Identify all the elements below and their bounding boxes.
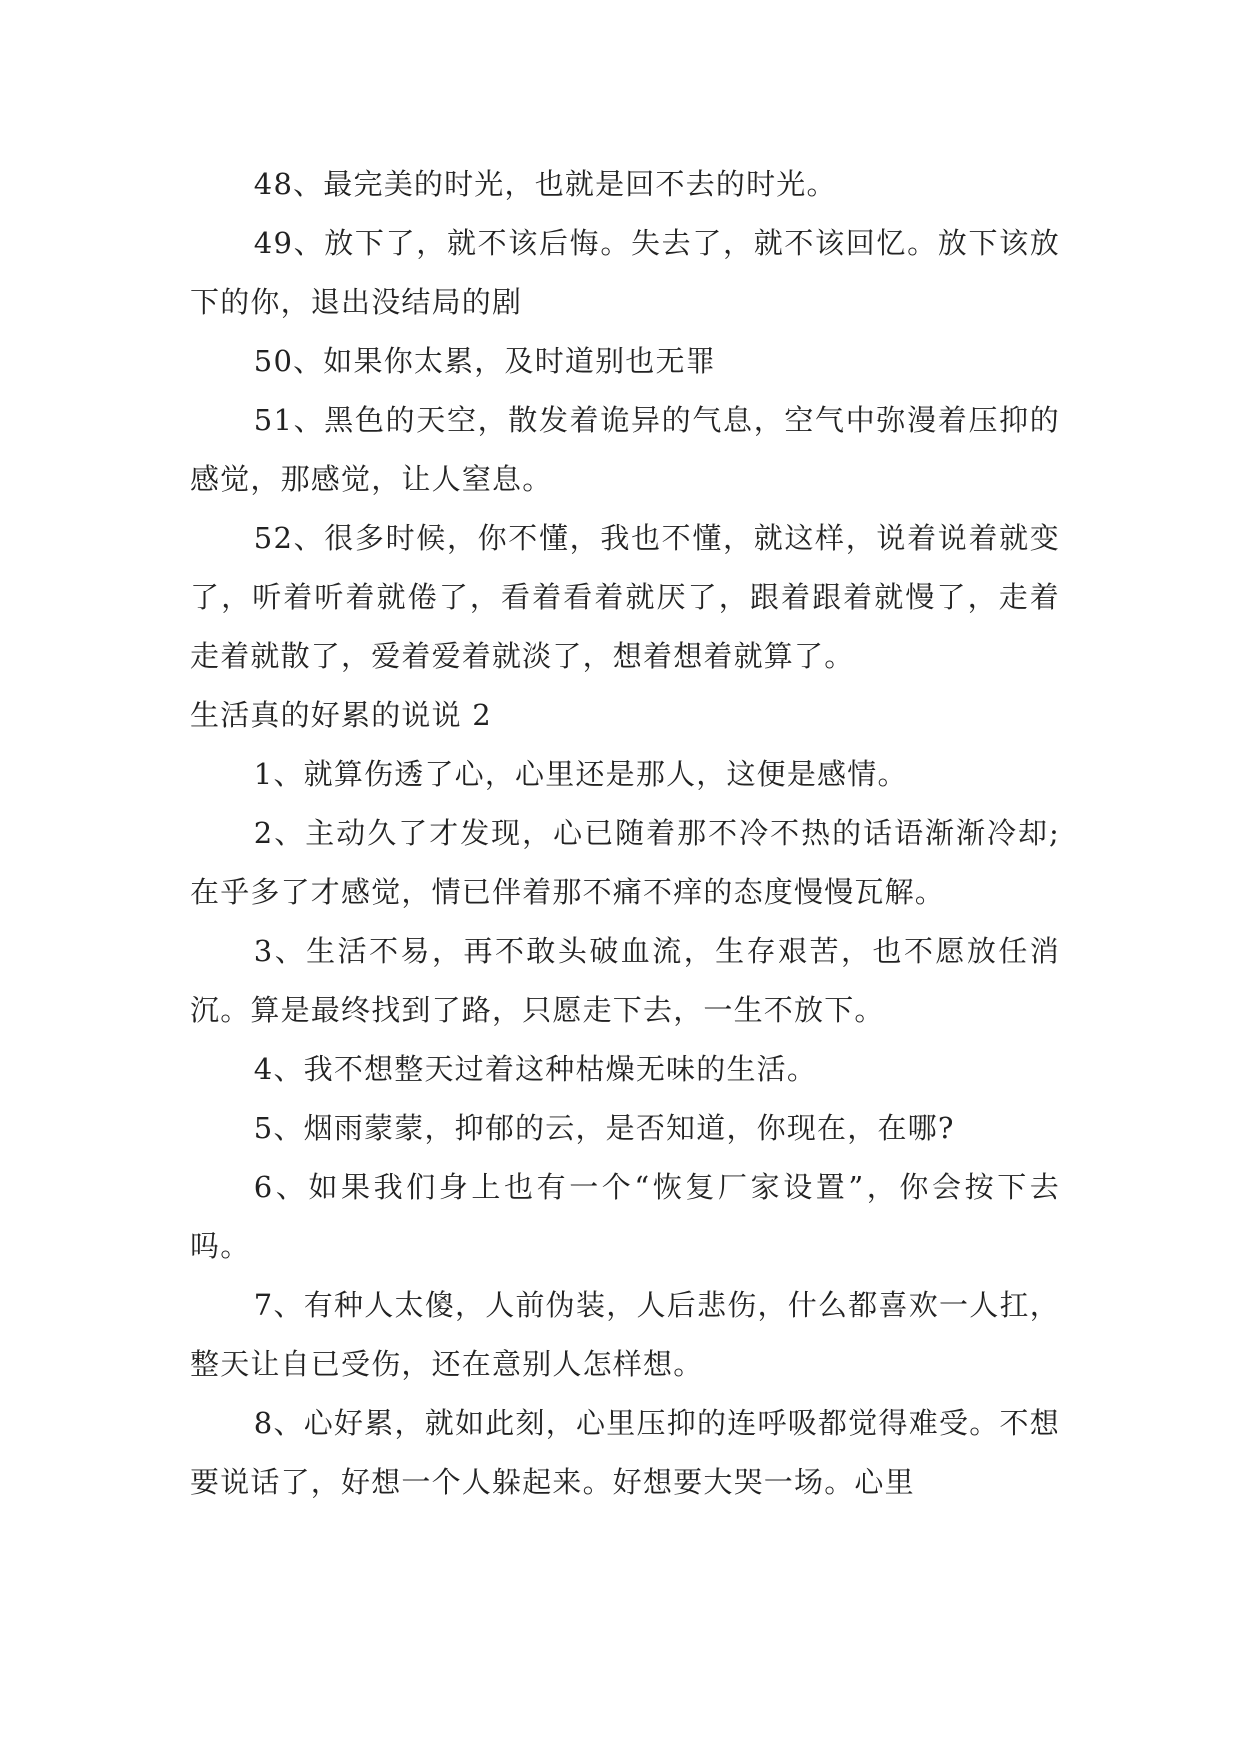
paragraph-50: 50、如果你太累，及时道别也无罪 [253, 344, 716, 378]
paragraph-6: 6、如果我们身上也有一个“恢复厂家设置”，你会按下去吗。 [190, 1170, 1060, 1263]
paragraph-49: 49、放下了，就不该后悔。失去了，就不该回忆。放下该放下的你，退出没结局的剧 [190, 226, 1060, 319]
paragraph-1: 1、就算伤透了心，心里还是那人，这便是感情。 [253, 757, 908, 791]
paragraph-51: 51、黑色的天空，散发着诡异的气息，空气中弥漫着压抑的感觉，那感觉，让人窒息。 [190, 403, 1060, 496]
paragraph-52: 52、很多时候，你不懂，我也不懂，就这样，说着说着就变了，听着听着就倦了，看着看着就厌了，跟着跟着就慢了，走着走着就散了，爱着爱着就淡了，想着想着就算了。 [190, 521, 1060, 673]
section-heading: 生活真的好累的说说 2 [190, 698, 492, 732]
paragraph-2: 2、主动久了才发现，心已随着那不冷不热的话语渐渐冷却;在乎多了才感觉，情已伴着那不痛不痒的态度慢慢瓦解。 [190, 816, 1060, 909]
paragraph-5: 5、烟雨蒙蒙，抑郁的云，是否知道，你现在，在哪? [253, 1111, 955, 1145]
paragraph-8: 8、心好累，就如此刻，心里压抑的连呼吸都觉得难受。不想要说话了，好想一个人躲起来。好想要大哭一场。心里 [190, 1406, 1060, 1499]
paragraph-4: 4、我不想整天过着这种枯燥无味的生活。 [253, 1052, 818, 1086]
paragraph-48: 48、最完美的时光，也就是回不去的时光。 [253, 167, 837, 201]
paragraph-3: 3、生活不易，再不敢头破血流，生存艰苦，也不愿放任消沉。算是最终找到了路，只愿走下去，一生不放下。 [190, 934, 1060, 1027]
paragraph-7: 7、有种人太傻，人前伪装，人后悲伤，什么都喜欢一人扛，整天让自已受伤，还在意别人怎样想。 [190, 1288, 1060, 1381]
document-body [190, 155, 1060, 1512]
